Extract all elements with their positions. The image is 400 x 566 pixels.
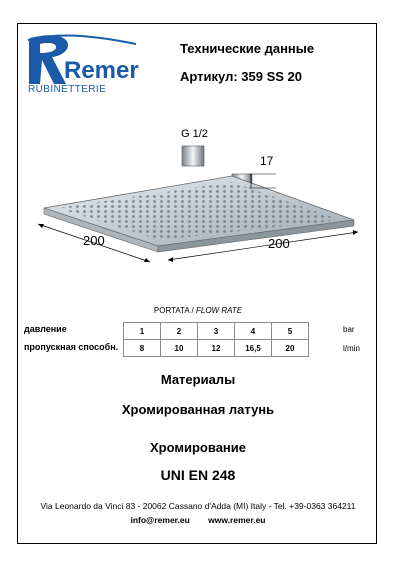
remer-logo-graphic [26,32,146,88]
flow-rate-caption [18,306,378,315]
article-number: Артикул: 359 SS 20 [180,69,302,84]
flow-rate-caption-prefix: PORTATA / [153,306,194,315]
flow-row-label: пропускная способн. [24,342,119,352]
footer-email[interactable]: info@remer.eu [130,515,190,525]
finish-value: Хромирование [150,440,246,455]
logo-wordmark: Remer [64,57,139,84]
flow-cell: 16,5 [235,340,272,357]
material-value: Хромированная латунь [121,402,275,417]
flow-rate-table [123,322,309,357]
width-dimension-right: 200 [268,236,290,251]
pressure-cell: 2 [161,323,198,340]
flow-row [124,340,309,357]
width-dimension-left: 200 [83,233,105,248]
footer-address: Via Leonardo da Vinci 83 - 20062 Cassano d'Adda (MI) Italy - Tel. +39-0363 364211 [40,501,356,511]
logo-subtitle: RUBINETTERIE [28,84,107,95]
footer-contacts [18,515,378,525]
pressure-row [124,323,309,340]
flow-cell: 20 [272,340,309,357]
pressure-unit: bar [343,325,355,334]
materials-title: Материалы [160,372,236,387]
page-title: Технические данные [180,41,315,56]
shower-head-drawing [18,124,378,274]
flow-cell: 10 [161,340,198,357]
flow-cell: 8 [124,340,161,357]
flow-unit: l/min [343,344,360,353]
height-dimension-label: 17 [260,154,274,168]
datasheet-page [17,23,377,544]
pressure-cell: 4 [235,323,272,340]
pressure-cell: 5 [272,323,309,340]
pressure-cell: 3 [198,323,235,340]
connection-label: G 1/2 [181,128,208,140]
pressure-cell: 1 [124,323,161,340]
remer-logo [26,32,146,98]
standard-value: UNI EN 248 [160,467,236,483]
pressure-row-label: давление [24,324,67,334]
footer-website[interactable]: www.remer.eu [208,515,266,525]
flow-rate-caption-italic: FLOW RATE [196,306,243,315]
flow-cell: 12 [198,340,235,357]
